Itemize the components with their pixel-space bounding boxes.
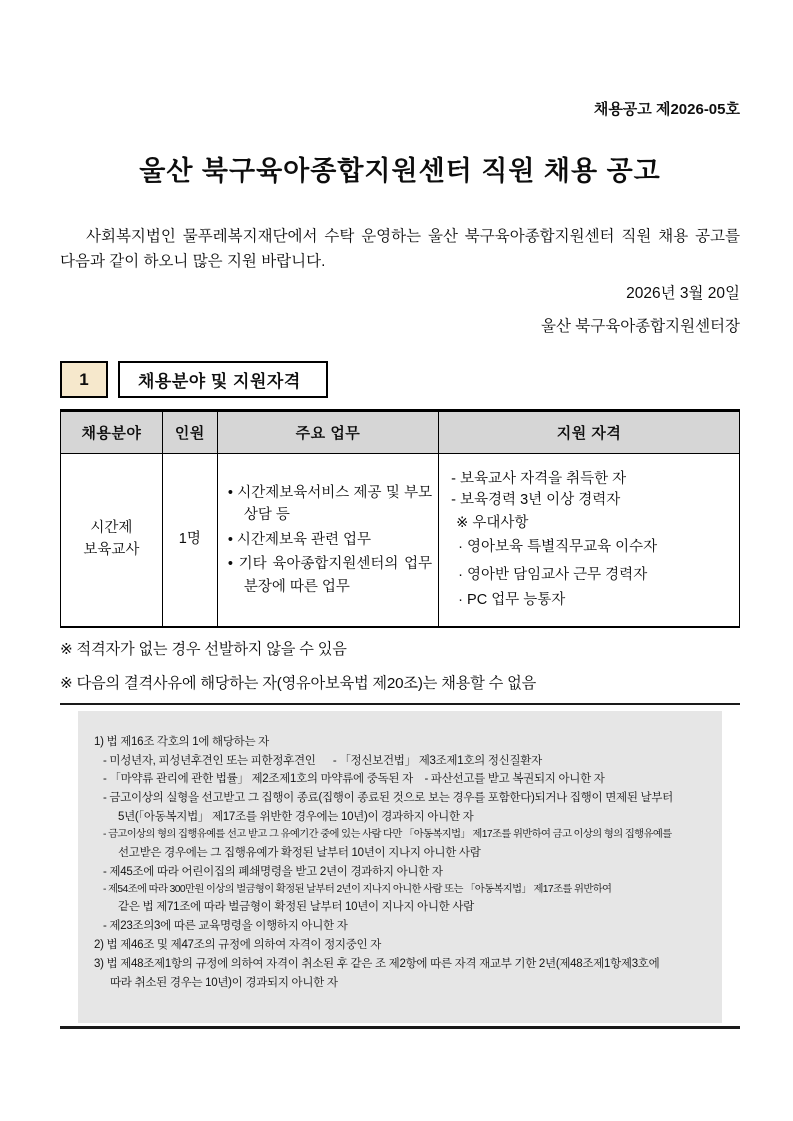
qualification-item: · 영아반 담임교사 근무 경력자 <box>458 567 648 584</box>
field-line: 보육교사 <box>83 541 140 558</box>
table-row <box>61 454 740 627</box>
recruit-table <box>60 409 740 628</box>
legal-line: 2) 법 제46조 및 제47조의 규정에 의하여 자격이 정지중인 자 <box>94 939 382 952</box>
doc-date: 2026년 3월 20일 <box>626 285 740 303</box>
cell-field <box>61 454 163 627</box>
duty-item: • 시간제보육서비스 제공 및 부모 상담 등 <box>227 484 437 524</box>
legal-line: - 금고이상의 형의 집행유예를 선고 받고 그 유예기간 중에 있는 사람 다만 「아동복지법」 제17조를 위반하여 금고 이상의 형의 집행유예를 <box>103 829 672 841</box>
duty-item: • 기타 육아종합지원센터의 업무 분장에 따른 업무 <box>227 556 437 595</box>
legal-line: 같은 법 제71조에 따라 벌금형이 확정된 날부터 10년이 지나지 아니한 사람 <box>118 901 474 914</box>
legal-line: - 「마약류 관리에 관한 법률」 제2조제1호의 마약류에 중독된 자 - 파산선고를 받고 복권되지 아니한 자 <box>103 773 605 786</box>
qualification-item: - 보육교사 자격을 취득한 자 <box>451 471 627 488</box>
page-title: 울산 북구육아종합지원센터 직원 채용 공고 <box>139 156 661 186</box>
qualification-preference-label: ※ 우대사항 <box>456 515 529 532</box>
legal-line: 따라 취소된 경우는 10년)이 경과되지 아니한 자 <box>110 976 338 989</box>
legal-line: - 제45조에 따라 어린이집의 폐쇄명령을 받고 2년이 경과하지 아니한 자 <box>103 865 443 878</box>
legal-line: 3) 법 제48조제1항의 규정에 의하여 자격이 취소된 후 같은 조 제2항에 따른 자격 재교부 기한 2년(제48조제1항제3호에 <box>94 958 660 971</box>
legal-line: - 금고이상의 실형을 선고받고 그 집행이 종료(집행이 종료된 것으로 보는 경우를 포함한다)되거나 집행이 면제된 날부터 <box>103 792 673 805</box>
field-line: 시간제 <box>90 520 133 537</box>
cell-duties <box>217 454 438 627</box>
note-disqualification: ※ 다음의 결격사유에 해당하는 자(영유아보육법 제20조)는 채용할 수 없음 <box>60 674 537 692</box>
col-header-count: 인원 <box>162 411 217 454</box>
col-header-duties: 주요 업무 <box>217 411 438 454</box>
qualification-item: · PC 업무 능통자 <box>458 591 566 608</box>
section1-number-badge: 1 <box>60 361 108 398</box>
legal-line: 5년(「아동복지법」 제17조를 위반한 경우에는 10년)이 경과하지 아니한 자 <box>118 811 474 824</box>
qualification-item: - 보육경력 3년 이상 경력자 <box>451 492 621 509</box>
col-header-qualifications: 지원 자격 <box>439 411 740 454</box>
section1-title: 채용분야 및 지원자격 <box>118 361 328 398</box>
disqualification-box <box>78 711 722 1023</box>
doc-number: 채용공고 제2026-05호 <box>593 101 740 118</box>
doc-signer: 울산 북구육아종합지원센터장 <box>541 318 740 336</box>
qualification-item: · 영아보육 특별직무교육 이수자 <box>458 539 658 556</box>
legal-line: - 미성년자, 피성년후견인 또는 피한정후견인 - 「정신보건법」 제3조제1호의 정신질환자 <box>103 754 542 767</box>
table-header-row <box>61 411 740 454</box>
col-header-field: 채용분야 <box>61 411 163 454</box>
intro-paragraph: 사회복지법인 물푸레복지재단에서 수탁 운영하는 울산 북구육아종합지원센터 직원 채용 공고를 다음과 같이 하오니 많은 지원 바랍니다. <box>60 228 740 271</box>
duty-item: • 시간제보육 관련 업무 <box>227 531 372 548</box>
legal-line: - 제23조의3에 따른 교육명령을 이행하지 아니한 자 <box>103 920 348 933</box>
legal-line: 선고받은 경우에는 그 집행유예가 확정된 날부터 10년이 지나지 아니한 사람 <box>118 846 481 859</box>
section1-header <box>60 361 740 398</box>
note-no-selection: ※ 적격자가 없는 경우 선발하지 않을 수 있음 <box>60 640 347 658</box>
cell-count: 1명 <box>162 454 217 627</box>
legal-line: - 제54조에 따라 300만원 이상의 벌금형이 확정된 날부터 2년이 지나지 아니한 사람 또는 「아동복지법」 제17조를 위반하여 <box>103 883 612 895</box>
disqualification-section <box>60 703 740 1029</box>
cell-qualifications <box>439 454 740 627</box>
legal-line: 1) 법 제16조 각호의 1에 해당하는 자 <box>94 735 269 748</box>
